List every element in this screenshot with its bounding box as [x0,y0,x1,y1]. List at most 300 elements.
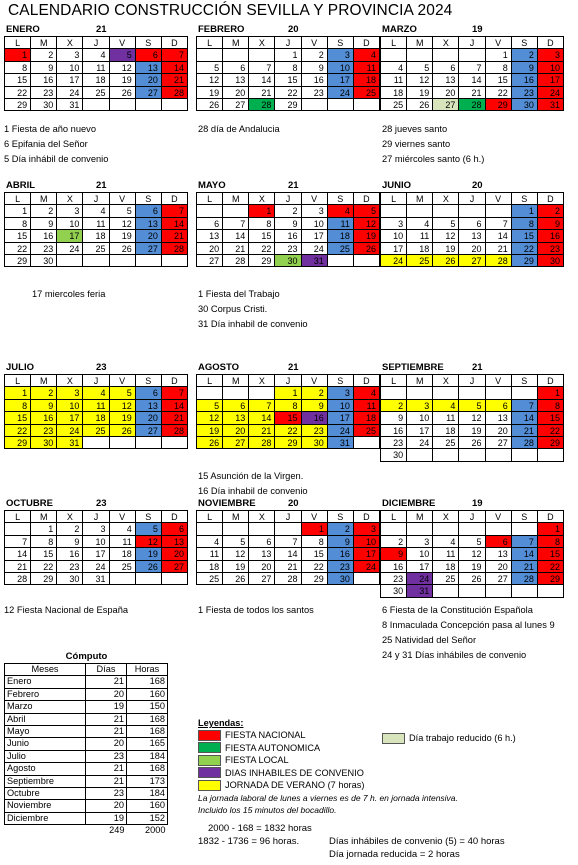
empty-cell [486,523,512,535]
day-cell: 25 [83,425,109,437]
month-name: JUNIO [382,180,412,191]
day-cell: 12 [407,74,433,86]
month-header [4,24,188,36]
day-cell: 8 [302,536,328,548]
day-cell: 22 [5,425,31,437]
computo-cell: 21 [86,775,127,787]
weekday-label: X [433,193,459,205]
empty-cell [136,437,162,449]
weekday-label: V [486,37,512,49]
day-cell: 18 [381,87,407,99]
empty-cell [407,449,433,461]
day-cell: 5 [110,49,136,61]
empty-cell [197,387,223,399]
day-cell: 25 [354,87,380,99]
holiday-note: 28 jueves santo [382,124,448,134]
day-cell: 7 [459,62,485,74]
day-cell: 30 [302,437,328,449]
day-cell: 30 [57,573,83,585]
day-cell: 13 [197,230,223,242]
day-cell: 25 [433,573,459,585]
day-cell: 13 [486,548,512,560]
computo-cell: 20 [86,738,127,750]
computo-cell: 20 [86,800,127,812]
day-cell: 4 [83,49,109,61]
day-cell: 23 [302,425,328,437]
computo-row [5,763,168,775]
day-cell: 26 [459,573,485,585]
day-cell: 1 [275,387,301,399]
weekday-label: J [83,37,109,49]
day-cell: 4 [328,205,354,217]
empty-cell [83,437,109,449]
weekday-label: S [512,37,538,49]
day-cell: 25 [328,243,354,255]
empty-cell [83,255,109,267]
day-cell: 24 [328,425,354,437]
holiday-note: 1 Fiesta de año nuevo [4,124,97,134]
day-cell: 22 [486,87,512,99]
day-cell: 22 [249,243,275,255]
empty-cell [486,449,512,461]
month-working-days: 23 [96,362,107,373]
day-cell: 6 [162,523,188,535]
weekday-label: S [136,37,162,49]
weekday-label: X [249,37,275,49]
day-cell: 10 [328,62,354,74]
day-cell: 21 [512,425,538,437]
day-cell: 6 [433,62,459,74]
day-cell: 16 [302,74,328,86]
empty-cell [354,437,380,449]
month-header [196,498,380,510]
day-cell: 12 [223,548,249,560]
day-cell: 20 [197,243,223,255]
day-cell: 20 [223,87,249,99]
computo-cell: Febrero [5,688,86,700]
computo-cell: 168 [127,763,168,775]
day-cell: 31 [83,573,109,585]
day-cell: 23 [538,243,564,255]
day-cell: 10 [407,548,433,560]
empty-cell [512,523,538,535]
legend-label: FIESTA LOCAL [225,755,289,766]
day-cell: 7 [512,536,538,548]
legend-item [198,779,576,792]
day-cell: 26 [223,573,249,585]
day-cell: 3 [381,218,407,230]
computo-cell: Junio [5,738,86,750]
computo-row [5,676,168,688]
empty-cell [538,585,564,597]
weekday-label: M [407,37,433,49]
weekday-label: J [459,375,485,387]
empty-cell [328,255,354,267]
day-cell: 12 [110,218,136,230]
weekday-label: L [197,511,223,523]
day-cell: 20 [486,425,512,437]
day-cell: 4 [407,218,433,230]
day-cell: 13 [136,62,162,74]
day-cell: 13 [136,218,162,230]
legend-reduced-day [382,732,516,745]
holiday-note: 17 miercoles feria [32,289,106,299]
day-cell: 3 [328,387,354,399]
day-cell: 21 [249,87,275,99]
day-cell: 9 [302,62,328,74]
day-cell: 6 [136,49,162,61]
day-cell: 13 [223,412,249,424]
empty-cell [354,255,380,267]
day-cell: 11 [433,412,459,424]
computo-cell: Horas [127,664,168,676]
day-cell: 24 [83,561,109,573]
day-cell: 25 [83,243,109,255]
empty-cell [512,449,538,461]
day-cell: 3 [83,523,109,535]
day-cell: 16 [31,230,57,242]
day-cell: 27 [459,255,485,267]
month-header [196,180,380,192]
month-notes-marzo [382,122,484,167]
day-cell: 14 [486,230,512,242]
day-cell: 2 [57,523,83,535]
day-cell: 29 [302,573,328,585]
day-cell: 4 [83,387,109,399]
empty-cell [407,523,433,535]
month-grid [196,192,380,267]
day-cell: 15 [5,230,31,242]
day-cell: 4 [433,536,459,548]
day-cell: 15 [249,230,275,242]
day-cell: 29 [275,437,301,449]
holiday-note: 5 Día inhábil de convenio [4,154,109,164]
day-cell: 12 [459,412,485,424]
month-name: OCTUBRE [6,498,53,509]
month-noviembre [196,498,380,585]
empty-cell [136,99,162,111]
day-cell: 30 [538,255,564,267]
day-cell: 5 [136,523,162,535]
computo-cell: 184 [127,750,168,762]
month-notes-febrero [198,122,280,137]
day-cell: 7 [162,205,188,217]
computo-cell: 19 [86,701,127,713]
month-name: ENERO [6,24,40,35]
day-cell: 20 [249,561,275,573]
month-header [380,362,564,374]
computo-cell: 160 [127,688,168,700]
day-cell: 29 [486,99,512,111]
day-cell: 30 [31,99,57,111]
day-cell: 14 [5,548,31,560]
day-cell: 20 [459,243,485,255]
day-cell: 27 [136,87,162,99]
empty-cell [538,449,564,461]
day-cell: 17 [328,74,354,86]
weekday-label: J [83,511,109,523]
day-cell: 9 [31,62,57,74]
day-cell: 15 [512,230,538,242]
month-grid [4,36,188,111]
holiday-note: 6 Epifania del Señor [4,139,88,149]
day-cell: 22 [512,243,538,255]
month-febrero [196,24,380,111]
weekday-label: J [275,511,301,523]
weekday-label: M [223,193,249,205]
day-cell: 15 [5,412,31,424]
day-cell: 18 [354,74,380,86]
day-cell: 16 [57,548,83,560]
empty-cell [249,387,275,399]
computo-cell: 21 [86,713,127,725]
day-cell: 19 [110,230,136,242]
day-cell: 5 [197,62,223,74]
weekday-label: L [197,193,223,205]
day-cell: 2 [31,387,57,399]
day-cell: 24 [381,255,407,267]
empty-cell [486,585,512,597]
day-cell: 30 [512,99,538,111]
computo-cell: 152 [127,812,168,824]
legend-label: FIESTA NACIONAL [225,730,306,741]
day-cell: 29 [31,573,57,585]
day-cell: 12 [433,230,459,242]
day-cell: 3 [407,400,433,412]
empty-cell [136,573,162,585]
day-cell: 16 [275,230,301,242]
empty-cell [433,449,459,461]
day-cell: 29 [512,255,538,267]
month-grid [196,374,380,449]
holiday-note: 25 Natividad del Señor [382,635,477,645]
day-cell: 22 [275,425,301,437]
weekday-label: D [354,375,380,387]
day-cell: 24 [57,425,83,437]
weekday-label: L [381,37,407,49]
empty-cell [162,99,188,111]
weekday-label: X [249,375,275,387]
weekday-label: X [433,37,459,49]
day-cell: 8 [5,62,31,74]
day-cell: 19 [459,425,485,437]
day-cell: 14 [162,62,188,74]
legend-swatch-reduced [382,733,405,744]
day-cell: 17 [328,412,354,424]
month-marzo [380,24,564,111]
month-grid [4,192,188,267]
empty-cell [433,205,459,217]
day-cell: 18 [83,74,109,86]
day-cell: 5 [197,400,223,412]
day-cell: 23 [31,87,57,99]
computo-row [5,812,168,824]
day-cell: 9 [302,400,328,412]
empty-cell [381,205,407,217]
day-cell: 30 [31,437,57,449]
computo-cell: 165 [127,738,168,750]
month-junio [380,180,564,267]
day-cell: 5 [459,536,485,548]
day-cell: 26 [197,99,223,111]
day-cell: 19 [110,412,136,424]
day-cell: 15 [5,74,31,86]
month-notes-diciembre [382,603,555,663]
weekday-label: S [328,375,354,387]
computo-cell: Octubre [5,788,86,800]
day-cell: 6 [136,205,162,217]
day-cell: 12 [110,62,136,74]
day-cell: 22 [5,87,31,99]
weekday-label: M [31,375,57,387]
day-cell: 31 [57,99,83,111]
day-cell: 3 [57,387,83,399]
computo-cell: Julio [5,750,86,762]
day-cell: 7 [486,218,512,230]
day-cell: 11 [83,62,109,74]
empty-cell [249,523,275,535]
empty-cell [354,99,380,111]
month-header [196,24,380,36]
day-cell: 6 [223,400,249,412]
weekday-label: L [381,511,407,523]
day-cell: 30 [381,449,407,461]
legend-swatch [198,755,221,766]
empty-cell [459,49,485,61]
empty-cell [381,387,407,399]
weekday-label: V [302,375,328,387]
day-cell: 2 [381,536,407,548]
day-cell: 15 [31,548,57,560]
day-cell: 17 [354,548,380,560]
day-cell: 6 [223,62,249,74]
month-working-days: 20 [288,498,299,509]
holiday-note: 6 Fiesta de la Constitución Española [382,605,533,615]
day-cell: 10 [302,218,328,230]
holiday-note: 24 y 31 Días inhábiles de convenio [382,650,527,660]
weekday-label: M [407,193,433,205]
day-cell: 21 [249,425,275,437]
day-cell: 10 [538,62,564,74]
computo-row [5,688,168,700]
weekday-label: S [328,193,354,205]
day-cell: 24 [57,243,83,255]
weekday-label: L [197,375,223,387]
day-cell: 7 [162,49,188,61]
day-cell: 15 [275,74,301,86]
day-cell: 14 [162,400,188,412]
day-cell: 21 [162,74,188,86]
empty-cell [302,99,328,111]
day-cell: 31 [407,585,433,597]
day-cell: 24 [407,437,433,449]
empty-cell [223,205,249,217]
empty-cell [433,585,459,597]
day-cell: 8 [275,400,301,412]
weekday-label: X [57,37,83,49]
month-working-days: 21 [472,362,483,373]
month-working-days: 20 [288,24,299,35]
legend-label: DIAS INHABILES DE CONVENIO [225,767,364,778]
weekday-label: L [381,193,407,205]
day-cell: 5 [110,205,136,217]
day-cell: 4 [433,400,459,412]
legend-swatch [198,780,221,791]
day-cell: 16 [381,561,407,573]
holiday-note: 27 miércoles santo (6 h.) [382,154,485,164]
day-cell: 22 [538,425,564,437]
day-cell: 29 [249,255,275,267]
computo-section [4,651,169,837]
day-cell: 2 [275,205,301,217]
computo-header-row [5,664,168,676]
computo-cell: 2000 [145,825,166,836]
day-cell: 9 [512,62,538,74]
computo-cell: 150 [127,701,168,713]
day-cell: 19 [433,243,459,255]
weekday-label: V [302,193,328,205]
computo-cell: Abril [5,713,86,725]
day-cell: 27 [162,561,188,573]
day-cell: 7 [223,218,249,230]
month-grid [380,374,564,462]
day-cell: 29 [538,437,564,449]
day-cell: 4 [110,523,136,535]
day-cell: 24 [328,87,354,99]
month-working-days: 21 [288,362,299,373]
day-cell: 5 [110,387,136,399]
computo-row [5,775,168,787]
day-cell: 12 [197,74,223,86]
day-cell: 4 [83,205,109,217]
day-cell: 18 [407,243,433,255]
legend-note-2: Incluido los 15 minutos del bocadillo. [198,805,337,815]
month-grid [196,510,380,585]
month-header [4,498,188,510]
month-notes-noviembre [198,603,314,618]
day-cell: 27 [136,243,162,255]
month-working-days: 20 [472,180,483,191]
day-cell: 2 [328,523,354,535]
day-cell: 20 [162,548,188,560]
day-cell: 23 [381,573,407,585]
day-cell: 17 [57,74,83,86]
month-name: DICIEMBRE [382,498,436,509]
empty-cell [459,449,485,461]
day-cell: 4 [354,387,380,399]
day-cell: 15 [302,548,328,560]
month-octubre [4,498,188,585]
day-cell: 11 [328,218,354,230]
month-notes-mayo [198,287,308,332]
day-cell: 11 [433,548,459,560]
month-working-days: 21 [96,24,107,35]
month-header [380,24,564,36]
day-cell: 31 [538,99,564,111]
day-cell: 22 [275,87,301,99]
holiday-note: 1 Fiesta de todos los santos [198,605,314,615]
weekday-label: L [381,375,407,387]
day-cell: 30 [381,585,407,597]
day-cell: 28 [162,87,188,99]
computo-row [5,738,168,750]
empty-cell [433,387,459,399]
day-cell: 21 [512,561,538,573]
legend-label: JORNADA DE VERANO (7 horas) [225,780,365,791]
day-cell: 20 [136,74,162,86]
month-name: MARZO [382,24,417,35]
day-cell: 27 [486,573,512,585]
